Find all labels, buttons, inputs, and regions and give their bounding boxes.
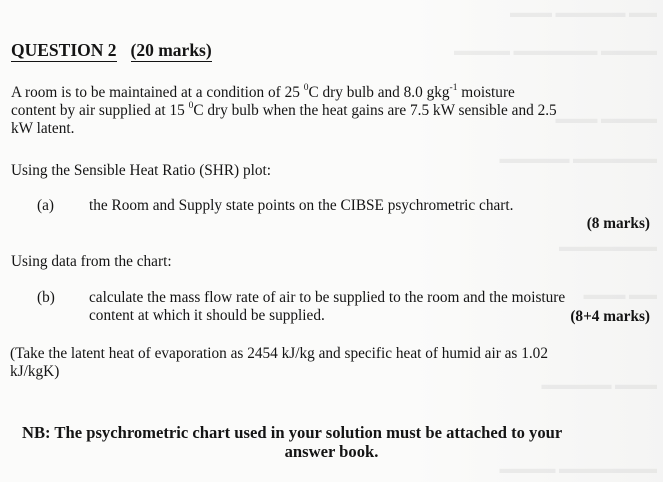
nb-line-2: answer book. <box>284 442 379 461</box>
intro-line-2 <box>11 102 557 120</box>
question-number: QUESTION 2 <box>11 40 117 60</box>
intro-line-1 <box>11 84 515 102</box>
degree-superscript: 0 <box>303 82 309 93</box>
part-b-marks: (8+4 marks) <box>570 308 650 325</box>
note-line-2: kJ/kgK) <box>10 363 60 380</box>
bleed-through-decoration: ▬▬▬▬▬▬▬ <box>559 240 657 255</box>
part-b-text-line-1: calculate the mass flow rate of air to be supplied to the room and the moisture <box>89 289 566 306</box>
part-a-marks: (8 marks) <box>586 215 650 232</box>
bleed-through-decoration: ▬▬▬ ▬▬▬▬ <box>555 112 657 127</box>
shr-instruction: Using the Sensible Heat Ratio (SHR) plot: <box>11 162 272 179</box>
bleed-through-decoration: ▬▬▬▬▬ ▬▬▬ <box>541 378 657 393</box>
exponent-superscript: -1 <box>449 82 458 93</box>
chart-instruction: Using data from the chart: <box>11 253 172 270</box>
part-a-label: (a) <box>37 197 54 214</box>
intro-line-3: kW latent. <box>11 120 75 137</box>
intro-text: C dry bulb when the heat gains are 7.5 kW sensible and 2.5 <box>193 102 557 119</box>
intro-text: moisture <box>457 84 515 101</box>
question-heading <box>11 40 212 60</box>
part-b-label: (b) <box>37 289 55 306</box>
intro-text: C dry bulb and 8.0 gkg <box>308 84 450 101</box>
intro-text: A room is to be maintained at a condition of 25 <box>11 84 304 101</box>
part-a-text: the Room and Supply state points on the CIBSE psychrometric chart. <box>89 197 514 214</box>
bleed-through-decoration: ▬▬▬ ▬▬▬▬▬ ▬▬ <box>510 6 657 21</box>
degree-superscript: 0 <box>188 100 194 111</box>
bleed-through-decoration: ▬▬▬▬▬ ▬▬▬▬▬▬ <box>499 152 657 167</box>
nb-line-1: NB: The psychrometric chart used in your solution must be attached to your <box>22 423 563 442</box>
bleed-through-decoration: ▬▬▬ ▬▬ <box>583 288 657 303</box>
intro-text: content by air supplied at 15 <box>11 102 189 119</box>
bleed-through-decoration: ▬▬▬▬ ▬▬▬▬▬▬▬ <box>499 462 657 477</box>
note-line-1: (Take the latent heat of evaporation as 2454 kJ/kg and specific heat of humid air as 1.02 <box>10 345 548 362</box>
question-marks: (20 marks) <box>130 40 212 60</box>
bleed-through-decoration: ▬▬▬▬ ▬▬▬▬▬▬ ▬▬▬▬ <box>454 44 657 59</box>
part-b-text-line-2: content at which it should be supplied. <box>89 307 325 324</box>
